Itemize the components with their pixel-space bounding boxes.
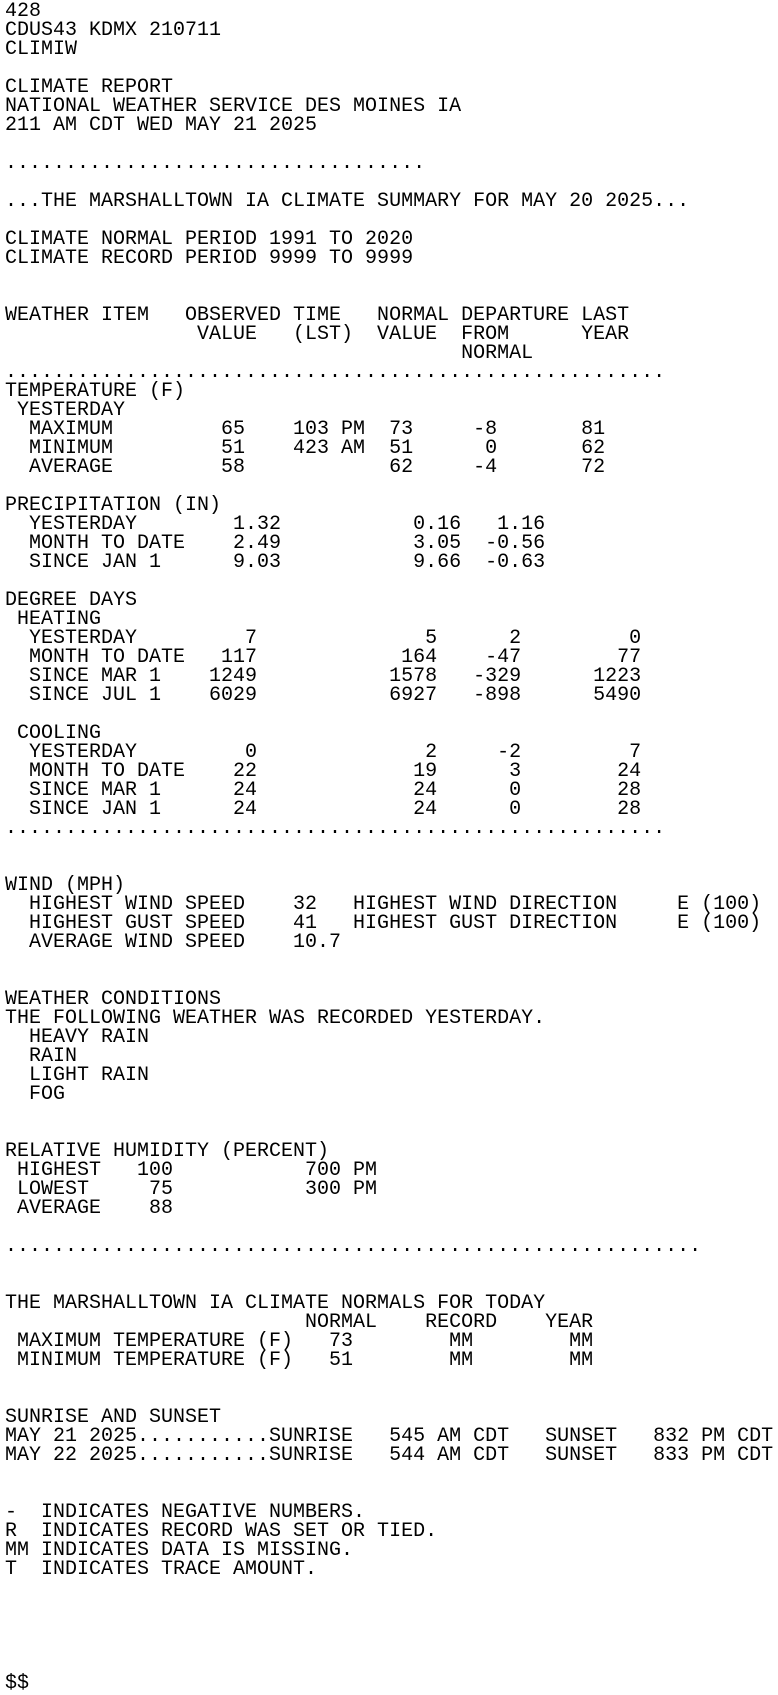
report-line: MAXIMUM TEMPERATURE (F) 73 MM MM — [5, 1330, 594, 1353]
report-line — [5, 1598, 778, 1617]
report-line: MM INDICATES DATA IS MISSING. — [5, 1539, 354, 1562]
report-line: AVERAGE WIND SPEED 10.7 — [5, 931, 342, 954]
report-line: T INDICATES TRACE AMOUNT. — [5, 1558, 318, 1581]
report-line: YESTERDAY — [5, 399, 126, 422]
report-line — [5, 268, 778, 287]
report-line: - INDICATES NEGATIVE NUMBERS. — [5, 1501, 366, 1524]
report-line — [5, 838, 778, 857]
report-line: MAY 21 2025...........SUNRISE 545 AM CDT SUNSET 832 PM CDT — [5, 1425, 774, 1448]
report-line: ....................................................... — [5, 817, 666, 840]
report-line: MAY 22 2025...........SUNRISE 544 AM CDT SUNSET 833 PM CDT — [5, 1444, 774, 1467]
report-line: RELATIVE HUMIDITY (PERCENT) — [5, 1140, 330, 1163]
report-line: HEATING — [5, 608, 102, 631]
report-line: CDUS43 KDMX 210711 — [5, 19, 222, 42]
report-line — [5, 1617, 778, 1636]
report-line — [5, 1636, 778, 1655]
report-line: WEATHER ITEM OBSERVED TIME NORMAL DEPARTURE LAST — [5, 304, 630, 327]
report-line: FOG — [5, 1083, 66, 1106]
report-line: VALUE (LST) VALUE FROM YEAR — [5, 323, 630, 346]
report-line — [5, 1104, 778, 1123]
report-line: YESTERDAY 1.32 0.16 1.16 — [5, 513, 546, 536]
report-line: HIGHEST WIND SPEED 32 HIGHEST WIND DIRECTION E (100) — [5, 893, 762, 916]
report-line — [5, 1370, 778, 1389]
report-line: 428 — [5, 0, 42, 23]
report-line: RAIN — [5, 1045, 78, 1068]
report-line: SINCE JUL 1 6029 6927 -898 5490 — [5, 684, 642, 707]
report-line: MINIMUM TEMPERATURE (F) 51 MM MM — [5, 1349, 594, 1372]
report-line: ................................... — [5, 152, 426, 175]
report-line — [5, 705, 778, 724]
report-line: YESTERDAY 7 5 2 0 — [5, 627, 642, 650]
report-line: WIND (MPH) — [5, 874, 126, 897]
report-line: ...THE MARSHALLTOWN IA CLIMATE SUMMARY FOR MAY 20 2025... — [5, 190, 690, 213]
report-line: LIGHT RAIN — [5, 1064, 150, 1087]
report-line: MONTH TO DATE 117 164 -47 77 — [5, 646, 642, 669]
report-line: THE FOLLOWING WEATHER WAS RECORDED YESTERDAY. — [5, 1007, 546, 1030]
report-line: R INDICATES RECORD WAS SET OR TIED. — [5, 1520, 438, 1543]
report-line: MINIMUM 51 423 AM 51 0 62 — [5, 437, 606, 460]
report-line — [5, 1465, 778, 1484]
report-line: ....................................................... — [5, 361, 666, 384]
report-line: SINCE MAR 1 1249 1578 -329 1223 — [5, 665, 642, 688]
report-line: SINCE JAN 1 9.03 9.66 -0.63 — [5, 551, 546, 574]
report-line — [5, 1655, 778, 1674]
report-line: COOLING — [5, 722, 102, 745]
report-line: 211 AM CDT WED MAY 21 2025 — [5, 114, 318, 137]
report-line: CLIMATE RECORD PERIOD 9999 TO 9999 — [5, 247, 414, 270]
report-line — [5, 1256, 778, 1275]
report-line: CLIMATE NORMAL PERIOD 1991 TO 2020 — [5, 228, 414, 251]
report-line: HIGHEST 100 700 PM — [5, 1159, 378, 1182]
report-line: MAXIMUM 65 103 PM 73 -8 81 — [5, 418, 606, 441]
report-line: TEMPERATURE (F) — [5, 380, 186, 403]
report-line: THE MARSHALLTOWN IA CLIMATE NORMALS FOR TODAY — [5, 1292, 546, 1315]
report-line: HEAVY RAIN — [5, 1026, 150, 1049]
report-line: CLIMATE REPORT — [5, 76, 174, 99]
report-line: AVERAGE 88 — [5, 1197, 174, 1220]
report-line: MONTH TO DATE 2.49 3.05 -0.56 — [5, 532, 546, 555]
report-line: NATIONAL WEATHER SERVICE DES MOINES IA — [5, 95, 462, 118]
report-line: WEATHER CONDITIONS — [5, 988, 222, 1011]
report-line: $$ — [5, 1672, 30, 1695]
report-line — [5, 1579, 778, 1598]
report-line: SINCE JAN 1 24 24 0 28 — [5, 798, 642, 821]
report-line: PRECIPITATION (IN) — [5, 494, 222, 517]
report-line: AVERAGE 58 62 -4 72 — [5, 456, 606, 479]
report-line: CLIMIW — [5, 38, 78, 61]
report-line: NORMAL — [5, 342, 534, 365]
report-line: LOWEST 75 300 PM — [5, 1178, 378, 1201]
report-line: .......................................................... — [5, 1235, 702, 1258]
report-line: NORMAL RECORD YEAR — [5, 1311, 594, 1334]
report-line: YESTERDAY 0 2 -2 7 — [5, 741, 642, 764]
report-line — [5, 952, 778, 971]
report-line: DEGREE DAYS — [5, 589, 138, 612]
report-line: HIGHEST GUST SPEED 41 HIGHEST GUST DIRECTION E (100) — [5, 912, 762, 935]
report-line: SUNRISE AND SUNSET — [5, 1406, 222, 1429]
report-line: SINCE MAR 1 24 24 0 28 — [5, 779, 642, 802]
report-line: MONTH TO DATE 22 19 3 24 — [5, 760, 642, 783]
